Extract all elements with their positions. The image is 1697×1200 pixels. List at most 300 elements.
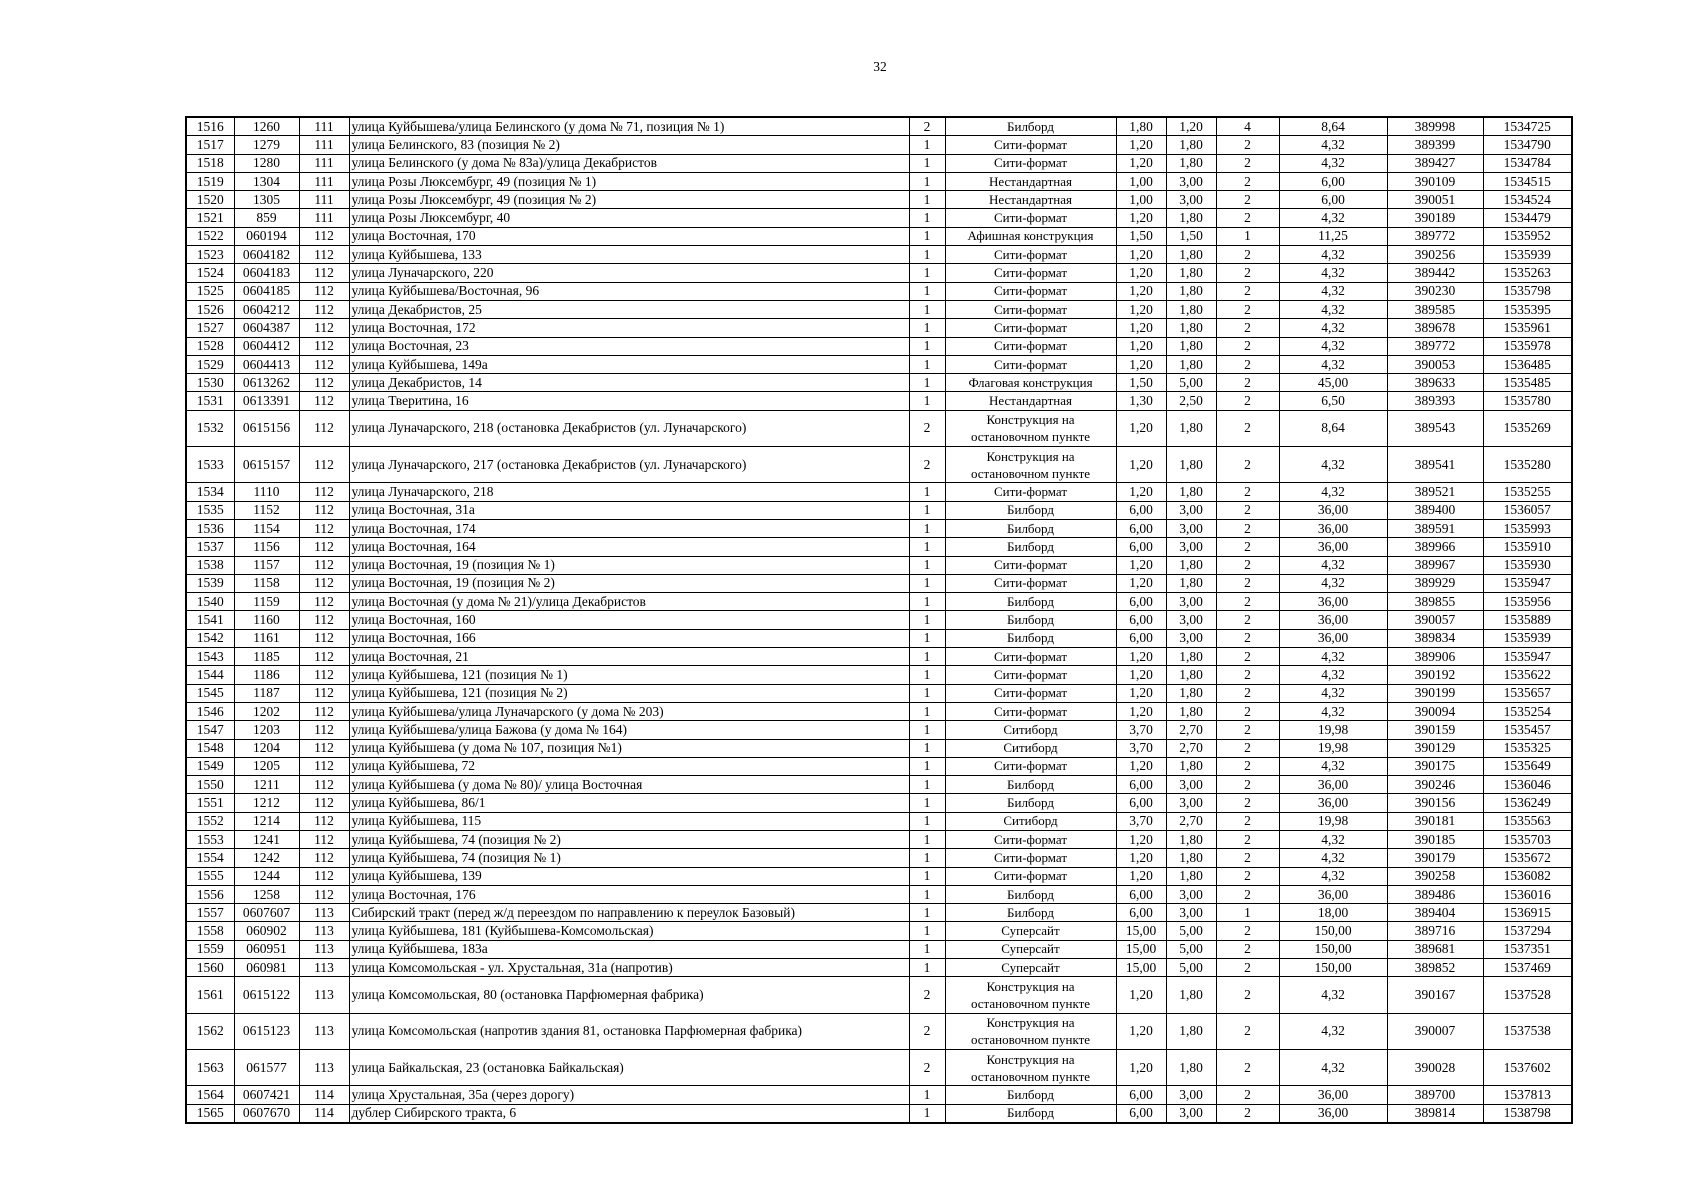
cell-area: 4,32	[1279, 337, 1387, 355]
cell-address: улица Куйбышева, 86/1	[349, 794, 909, 812]
cell-coord-x: 389543	[1387, 410, 1483, 446]
cell-address: улица Восточная, 31а	[349, 501, 909, 519]
cell-row-number: 1562	[186, 1013, 234, 1049]
cell-height: 1,80	[1166, 209, 1216, 227]
cell-row-number: 1541	[186, 611, 234, 629]
cell-coord-y: 1534515	[1483, 172, 1572, 190]
cell-faces: 1	[1216, 227, 1279, 245]
cell-address: Сибирский тракт (перед ж/д переездом по направлению к переулок Базовый)	[349, 904, 909, 922]
cell-district-code: 112	[299, 410, 349, 446]
cell-district-code: 112	[299, 849, 349, 867]
cell-height: 3,00	[1166, 1086, 1216, 1104]
cell-structure-type: Билборд	[945, 611, 1116, 629]
cell-sides: 1	[909, 337, 945, 355]
cell-height: 3,00	[1166, 629, 1216, 647]
cell-structure-id: 1211	[234, 776, 299, 794]
cell-address: улица Куйбышева/улица Белинского (у дома № 71, позиция № 1)	[349, 117, 909, 136]
cell-height: 1,80	[1166, 447, 1216, 483]
cell-faces: 2	[1216, 319, 1279, 337]
cell-district-code: 112	[299, 227, 349, 245]
cell-coord-x: 390185	[1387, 830, 1483, 848]
cell-structure-type: Сити-формат	[945, 246, 1116, 264]
cell-coord-x: 390175	[1387, 757, 1483, 775]
cell-structure-type: Сити-формат	[945, 849, 1116, 867]
table-row	[186, 374, 1572, 392]
cell-coord-x: 389427	[1387, 154, 1483, 172]
cell-width: 1,20	[1116, 410, 1166, 446]
cell-coord-x: 389585	[1387, 300, 1483, 318]
cell-structure-type: Сити-формат	[945, 684, 1116, 702]
cell-row-number: 1516	[186, 117, 234, 136]
cell-district-code: 113	[299, 959, 349, 977]
cell-structure-type: Билборд	[945, 1104, 1116, 1123]
cell-district-code: 112	[299, 684, 349, 702]
table-row	[186, 684, 1572, 702]
cell-sides: 1	[909, 885, 945, 903]
cell-row-number: 1524	[186, 264, 234, 282]
cell-structure-type: Сити-формат	[945, 300, 1116, 318]
cell-structure-id: 1214	[234, 812, 299, 830]
cell-height: 1,80	[1166, 867, 1216, 885]
cell-address: улица Белинского, 83 (позиция № 2)	[349, 136, 909, 154]
cell-coord-x: 389442	[1387, 264, 1483, 282]
cell-width: 6,00	[1116, 904, 1166, 922]
cell-coord-y: 1537528	[1483, 977, 1572, 1013]
cell-area: 4,32	[1279, 574, 1387, 592]
table-row	[186, 447, 1572, 483]
cell-structure-type: Сити-формат	[945, 264, 1116, 282]
table-row	[186, 629, 1572, 647]
cell-address: улица Восточная, 23	[349, 337, 909, 355]
cell-structure-id: 1258	[234, 885, 299, 903]
cell-height: 3,00	[1166, 1104, 1216, 1123]
cell-address: улица Розы Люксембург, 40	[349, 209, 909, 227]
table-row	[186, 1086, 1572, 1104]
cell-district-code: 112	[299, 629, 349, 647]
cell-faces: 2	[1216, 922, 1279, 940]
cell-row-number: 1550	[186, 776, 234, 794]
cell-coord-x: 390246	[1387, 776, 1483, 794]
cell-width: 1,30	[1116, 392, 1166, 410]
cell-coord-x: 389966	[1387, 538, 1483, 556]
cell-faces: 2	[1216, 1013, 1279, 1049]
cell-district-code: 111	[299, 136, 349, 154]
cell-structure-type: Сити-формат	[945, 830, 1116, 848]
cell-faces: 1	[1216, 904, 1279, 922]
cell-height: 1,80	[1166, 410, 1216, 446]
cell-coord-x: 390053	[1387, 355, 1483, 373]
cell-district-code: 112	[299, 794, 349, 812]
cell-address: улица Восточная, 174	[349, 519, 909, 537]
cell-sides: 1	[909, 319, 945, 337]
cell-coord-y: 1535910	[1483, 538, 1572, 556]
cell-height: 1,80	[1166, 319, 1216, 337]
cell-structure-id: 1159	[234, 593, 299, 611]
cell-row-number: 1526	[186, 300, 234, 318]
cell-width: 1,20	[1116, 154, 1166, 172]
cell-structure-id: 1279	[234, 136, 299, 154]
cell-address: улица Куйбышева, 72	[349, 757, 909, 775]
cell-area: 4,32	[1279, 209, 1387, 227]
cell-width: 6,00	[1116, 629, 1166, 647]
cell-coord-y: 1535939	[1483, 246, 1572, 264]
cell-faces: 2	[1216, 136, 1279, 154]
cell-structure-type: Сити-формат	[945, 666, 1116, 684]
cell-faces: 2	[1216, 191, 1279, 209]
cell-structure-id: 0604183	[234, 264, 299, 282]
cell-district-code: 112	[299, 300, 349, 318]
cell-structure-type: Билборд	[945, 904, 1116, 922]
cell-area: 4,32	[1279, 849, 1387, 867]
cell-width: 1,20	[1116, 666, 1166, 684]
table-row	[186, 574, 1572, 592]
cell-row-number: 1537	[186, 538, 234, 556]
cell-sides: 2	[909, 117, 945, 136]
cell-height: 5,00	[1166, 374, 1216, 392]
cell-sides: 1	[909, 227, 945, 245]
cell-width: 1,20	[1116, 246, 1166, 264]
cell-coord-x: 390167	[1387, 977, 1483, 1013]
cell-coord-y: 1535947	[1483, 648, 1572, 666]
cell-coord-y: 1535485	[1483, 374, 1572, 392]
cell-coord-y: 1535672	[1483, 849, 1572, 867]
cell-structure-type: Флаговая конструкция	[945, 374, 1116, 392]
cell-coord-x: 390230	[1387, 282, 1483, 300]
cell-district-code: 112	[299, 355, 349, 373]
cell-address: улица Розы Люксембург, 49 (позиция № 1)	[349, 172, 909, 190]
cell-coord-y: 1537294	[1483, 922, 1572, 940]
cell-width: 1,20	[1116, 447, 1166, 483]
cell-structure-id: 1154	[234, 519, 299, 537]
cell-address: улица Куйбышева (у дома № 80)/ улица Восточная	[349, 776, 909, 794]
cell-district-code: 112	[299, 574, 349, 592]
cell-faces: 2	[1216, 246, 1279, 264]
cell-coord-y: 1535254	[1483, 702, 1572, 720]
cell-structure-type: Афишная конструкция	[945, 227, 1116, 245]
cell-row-number: 1559	[186, 940, 234, 958]
table-row	[186, 776, 1572, 794]
table-row	[186, 337, 1572, 355]
cell-sides: 1	[909, 739, 945, 757]
cell-height: 1,80	[1166, 355, 1216, 373]
table-row	[186, 519, 1572, 537]
table-row	[186, 1104, 1572, 1123]
cell-width: 1,20	[1116, 648, 1166, 666]
cell-coord-x: 389700	[1387, 1086, 1483, 1104]
cell-sides: 1	[909, 191, 945, 209]
cell-height: 3,00	[1166, 191, 1216, 209]
cell-address: улица Комсомольская, 80 (остановка Парфюмерная фабрика)	[349, 977, 909, 1013]
cell-faces: 2	[1216, 977, 1279, 1013]
cell-structure-id: 1152	[234, 501, 299, 519]
cell-sides: 1	[909, 246, 945, 264]
cell-sides: 1	[909, 940, 945, 958]
cell-structure-type: Нестандартная	[945, 392, 1116, 410]
cell-sides: 1	[909, 648, 945, 666]
cell-coord-y: 1535939	[1483, 629, 1572, 647]
cell-district-code: 111	[299, 172, 349, 190]
cell-width: 1,20	[1116, 830, 1166, 848]
cell-address: улица Восточная, 170	[349, 227, 909, 245]
cell-structure-type: Билборд	[945, 794, 1116, 812]
cell-district-code: 113	[299, 1049, 349, 1085]
cell-faces: 2	[1216, 959, 1279, 977]
cell-coord-y: 1536249	[1483, 794, 1572, 812]
cell-structure-type: Билборд	[945, 538, 1116, 556]
cell-faces: 2	[1216, 1104, 1279, 1123]
cell-row-number: 1560	[186, 959, 234, 977]
cell-district-code: 112	[299, 374, 349, 392]
table-row	[186, 501, 1572, 519]
cell-height: 3,00	[1166, 776, 1216, 794]
cell-height: 1,80	[1166, 483, 1216, 501]
cell-district-code: 112	[299, 246, 349, 264]
cell-coord-x: 390256	[1387, 246, 1483, 264]
cell-coord-x: 389814	[1387, 1104, 1483, 1123]
cell-area: 19,98	[1279, 812, 1387, 830]
cell-faces: 2	[1216, 702, 1279, 720]
cell-structure-id: 1304	[234, 172, 299, 190]
cell-faces: 2	[1216, 666, 1279, 684]
cell-structure-type: Сити-формат	[945, 209, 1116, 227]
cell-sides: 1	[909, 374, 945, 392]
cell-height: 2,70	[1166, 812, 1216, 830]
cell-coord-x: 390189	[1387, 209, 1483, 227]
cell-structure-id: 1212	[234, 794, 299, 812]
cell-coord-y: 1535952	[1483, 227, 1572, 245]
cell-district-code: 112	[299, 812, 349, 830]
cell-height: 5,00	[1166, 959, 1216, 977]
cell-district-code: 112	[299, 721, 349, 739]
cell-sides: 1	[909, 849, 945, 867]
cell-faces: 2	[1216, 867, 1279, 885]
cell-address: улица Куйбышева, 121 (позиция № 1)	[349, 666, 909, 684]
cell-row-number: 1518	[186, 154, 234, 172]
cell-coord-x: 390094	[1387, 702, 1483, 720]
cell-width: 1,20	[1116, 684, 1166, 702]
cell-width: 1,20	[1116, 977, 1166, 1013]
cell-sides: 1	[909, 1104, 945, 1123]
cell-row-number: 1542	[186, 629, 234, 647]
cell-faces: 2	[1216, 757, 1279, 775]
cell-width: 6,00	[1116, 1104, 1166, 1123]
cell-district-code: 112	[299, 830, 349, 848]
table-row	[186, 264, 1572, 282]
cell-coord-y: 1536016	[1483, 885, 1572, 903]
cell-coord-x: 389399	[1387, 136, 1483, 154]
cell-district-code: 112	[299, 282, 349, 300]
cell-width: 1,20	[1116, 355, 1166, 373]
cell-address: улица Куйбышева, 115	[349, 812, 909, 830]
table-row	[186, 538, 1572, 556]
cell-structure-type: Билборд	[945, 519, 1116, 537]
cell-faces: 2	[1216, 154, 1279, 172]
cell-coord-x: 390028	[1387, 1049, 1483, 1085]
cell-width: 6,00	[1116, 538, 1166, 556]
cell-address: улица Розы Люксембург, 49 (позиция № 2)	[349, 191, 909, 209]
cell-height: 5,00	[1166, 922, 1216, 940]
cell-coord-y: 1535780	[1483, 392, 1572, 410]
cell-coord-y: 1537351	[1483, 940, 1572, 958]
table-row	[186, 922, 1572, 940]
page-number: 32	[873, 59, 887, 74]
cell-coord-x: 390192	[1387, 666, 1483, 684]
table-row	[186, 904, 1572, 922]
cell-coord-x: 389906	[1387, 648, 1483, 666]
cell-district-code: 112	[299, 757, 349, 775]
cell-structure-id: 0604212	[234, 300, 299, 318]
cell-area: 36,00	[1279, 538, 1387, 556]
cell-height: 1,80	[1166, 1049, 1216, 1085]
cell-faces: 2	[1216, 648, 1279, 666]
cell-district-code: 113	[299, 904, 349, 922]
cell-structure-type: Билборд	[945, 593, 1116, 611]
cell-faces: 2	[1216, 830, 1279, 848]
cell-faces: 2	[1216, 519, 1279, 537]
cell-coord-y: 1534479	[1483, 209, 1572, 227]
cell-coord-y: 1535961	[1483, 319, 1572, 337]
cell-coord-x: 389681	[1387, 940, 1483, 958]
cell-width: 6,00	[1116, 501, 1166, 519]
cell-address: улица Тверитина, 16	[349, 392, 909, 410]
cell-coord-x: 390109	[1387, 172, 1483, 190]
cell-height: 1,80	[1166, 702, 1216, 720]
cell-district-code: 112	[299, 556, 349, 574]
cell-area: 36,00	[1279, 1104, 1387, 1123]
cell-district-code: 112	[299, 392, 349, 410]
table-row	[186, 282, 1572, 300]
cell-row-number: 1522	[186, 227, 234, 245]
cell-coord-y: 1535947	[1483, 574, 1572, 592]
cell-area: 6,50	[1279, 392, 1387, 410]
cell-coord-x: 390051	[1387, 191, 1483, 209]
table-row	[186, 355, 1572, 373]
cell-structure-id: 060902	[234, 922, 299, 940]
cell-faces: 2	[1216, 1049, 1279, 1085]
cell-faces: 2	[1216, 374, 1279, 392]
cell-area: 4,32	[1279, 447, 1387, 483]
table-row	[186, 812, 1572, 830]
cell-row-number: 1527	[186, 319, 234, 337]
cell-structure-id: 1241	[234, 830, 299, 848]
cell-address: улица Куйбышева/улица Луначарского (у дома № 203)	[349, 702, 909, 720]
cell-coord-x: 389521	[1387, 483, 1483, 501]
cell-row-number: 1535	[186, 501, 234, 519]
cell-width: 1,20	[1116, 282, 1166, 300]
cell-height: 1,80	[1166, 977, 1216, 1013]
cell-height: 2,70	[1166, 739, 1216, 757]
cell-row-number: 1538	[186, 556, 234, 574]
cell-structure-type: Сити-формат	[945, 136, 1116, 154]
cell-structure-id: 0607421	[234, 1086, 299, 1104]
cell-faces: 2	[1216, 593, 1279, 611]
cell-width: 15,00	[1116, 940, 1166, 958]
cell-coord-x: 389855	[1387, 593, 1483, 611]
cell-sides: 1	[909, 830, 945, 848]
cell-coord-y: 1535993	[1483, 519, 1572, 537]
cell-coord-y: 1535395	[1483, 300, 1572, 318]
cell-district-code: 112	[299, 867, 349, 885]
cell-structure-id: 0607607	[234, 904, 299, 922]
cell-address: улица Куйбышева/Восточная, 96	[349, 282, 909, 300]
cell-sides: 1	[909, 574, 945, 592]
cell-structure-id: 1204	[234, 739, 299, 757]
cell-address: улица Луначарского, 218	[349, 483, 909, 501]
cell-structure-id: 1305	[234, 191, 299, 209]
cell-faces: 2	[1216, 776, 1279, 794]
cell-address: улица Куйбышева/улица Бажова (у дома № 164)	[349, 721, 909, 739]
cell-area: 45,00	[1279, 374, 1387, 392]
cell-height: 1,80	[1166, 684, 1216, 702]
cell-faces: 2	[1216, 300, 1279, 318]
cell-sides: 1	[909, 702, 945, 720]
cell-district-code: 112	[299, 648, 349, 666]
cell-structure-type: Ситиборд	[945, 721, 1116, 739]
cell-structure-id: 061577	[234, 1049, 299, 1085]
cell-height: 1,50	[1166, 227, 1216, 245]
cell-row-number: 1517	[186, 136, 234, 154]
cell-coord-x: 389772	[1387, 337, 1483, 355]
cell-width: 6,00	[1116, 611, 1166, 629]
table-row	[186, 702, 1572, 720]
table-row	[186, 739, 1572, 757]
cell-sides: 1	[909, 282, 945, 300]
cell-address: улица Куйбышева (у дома № 107, позиция №1)	[349, 739, 909, 757]
cell-structure-id: 1157	[234, 556, 299, 574]
cell-sides: 2	[909, 447, 945, 483]
cell-structure-type: Сити-формат	[945, 556, 1116, 574]
cell-coord-y: 1535657	[1483, 684, 1572, 702]
cell-area: 4,32	[1279, 355, 1387, 373]
cell-faces: 4	[1216, 117, 1279, 136]
cell-coord-x: 389967	[1387, 556, 1483, 574]
cell-faces: 2	[1216, 885, 1279, 903]
cell-row-number: 1525	[186, 282, 234, 300]
table-row	[186, 885, 1572, 903]
cell-row-number: 1544	[186, 666, 234, 684]
cell-height: 1,20	[1166, 117, 1216, 136]
cell-structure-type: Билборд	[945, 776, 1116, 794]
cell-area: 19,98	[1279, 721, 1387, 739]
cell-coord-y: 1537538	[1483, 1013, 1572, 1049]
cell-area: 4,32	[1279, 282, 1387, 300]
cell-structure-type: Сити-формат	[945, 154, 1116, 172]
cell-address: улица Байкальская, 23 (остановка Байкальская)	[349, 1049, 909, 1085]
cell-faces: 2	[1216, 355, 1279, 373]
cell-row-number: 1530	[186, 374, 234, 392]
cell-height: 3,00	[1166, 519, 1216, 537]
cell-address: улица Комсомольская (напротив здания 81, остановка Парфюмерная фабрика)	[349, 1013, 909, 1049]
cell-row-number: 1529	[186, 355, 234, 373]
cell-coord-y: 1537469	[1483, 959, 1572, 977]
cell-area: 4,32	[1279, 867, 1387, 885]
cell-height: 1,80	[1166, 1013, 1216, 1049]
cell-row-number: 1547	[186, 721, 234, 739]
cell-structure-type: Сити-формат	[945, 757, 1116, 775]
cell-row-number: 1519	[186, 172, 234, 190]
cell-district-code: 112	[299, 739, 349, 757]
cell-structure-id: 0615123	[234, 1013, 299, 1049]
cell-row-number: 1528	[186, 337, 234, 355]
cell-row-number: 1531	[186, 392, 234, 410]
cell-structure-type: Нестандартная	[945, 191, 1116, 209]
cell-row-number: 1549	[186, 757, 234, 775]
cell-coord-x: 389852	[1387, 959, 1483, 977]
cell-width: 1,80	[1116, 117, 1166, 136]
cell-structure-type: Билборд	[945, 501, 1116, 519]
cell-structure-id: 0607670	[234, 1104, 299, 1123]
cell-sides: 1	[909, 922, 945, 940]
